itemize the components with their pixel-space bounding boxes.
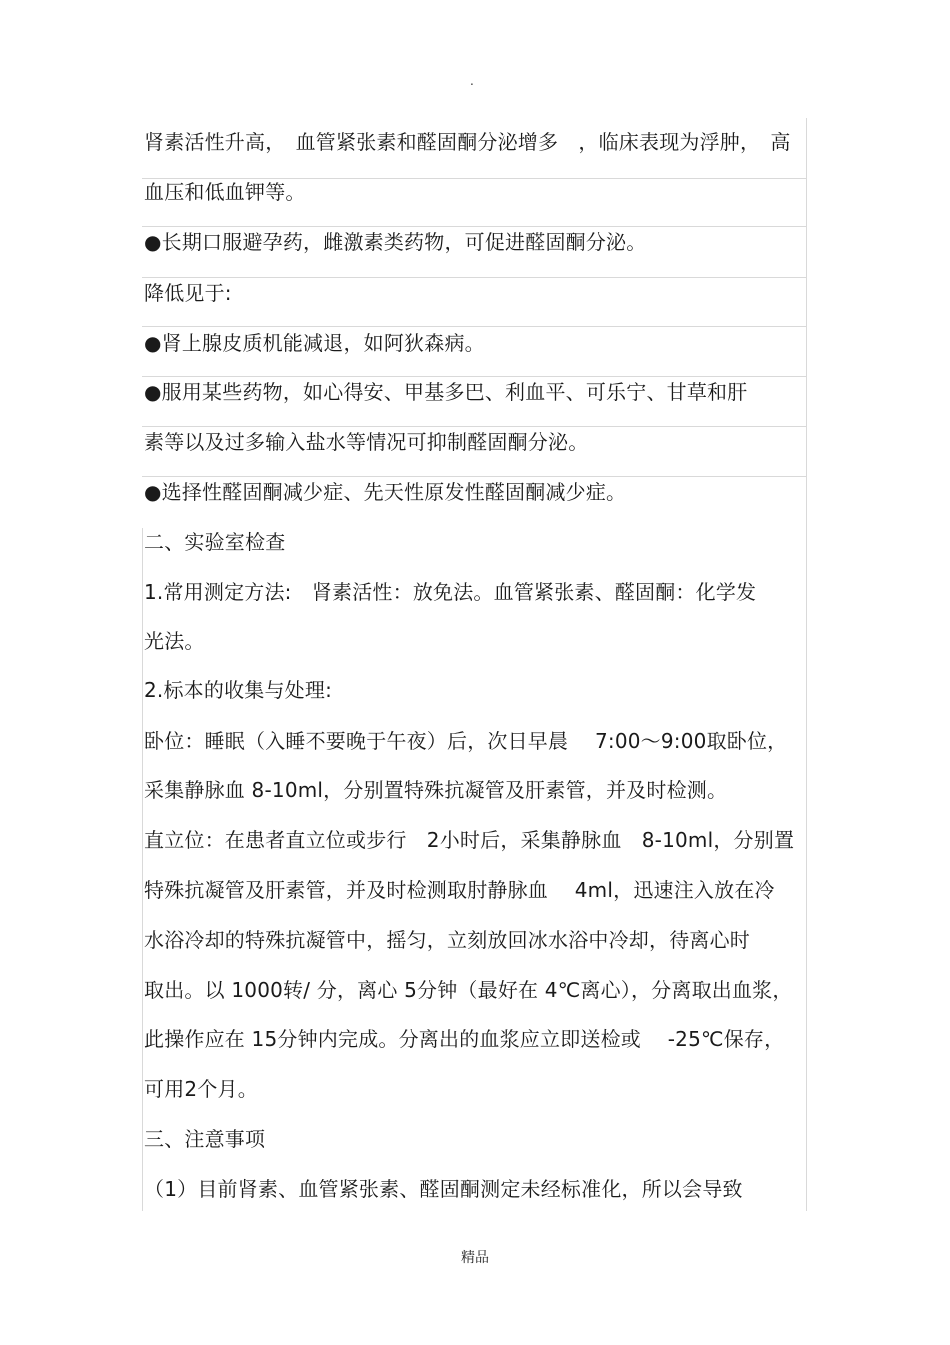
body-line-20: 可用2个月。 — [144, 1077, 258, 1101]
frame-rule-6 — [142, 426, 806, 427]
page-footer-label: 精品 — [461, 1250, 489, 1266]
frame-rule-2 — [142, 226, 806, 227]
body-line-1: 肾素活性升高， 血管紧张素和醛固酮分泌增多 ，临床表现为浮肿， 高 — [144, 130, 791, 154]
frame-rule-4 — [142, 326, 806, 327]
body-line-8: ●选择性醛固酮减少症、先天性原发性醛固酮减少症。 — [144, 480, 627, 504]
body-line-2: 血压和低血钾等。 — [144, 180, 306, 204]
body-line-3: ●长期口服避孕药，雌激素类药物，可促进醛固酮分泌。 — [144, 230, 647, 254]
body-line-18: 取出。以 1000转/ 分，离心 5分钟（最好在 4℃离心），分离取出血浆， — [144, 978, 793, 1002]
body-line-16: 特殊抗凝管及肝素管，并及时检测取肘静脉血 4ml，迅速注入放在冷 — [144, 878, 775, 902]
body-line-6: ●服用某些药物，如心得安、甲基多巴、利血平、可乐宁、甘草和肝 — [144, 380, 748, 404]
body-line-15: 直立位：在患者直立位或步行 2小时后，采集静脉血 8-10ml，分别置 — [144, 828, 795, 852]
page-marker-dot: . — [470, 74, 474, 88]
frame-rule-3 — [142, 277, 806, 278]
frame-rule-5 — [142, 376, 806, 377]
body-line-10: 1.常用测定方法: 肾素活性：放免法。血管紧张素、醛固酮：化学发 — [144, 580, 757, 604]
section-heading-lab-tests: 二、实验室检查 — [144, 530, 286, 554]
body-line-7: 素等以及过多输入盐水等情况可抑制醛固酮分泌。 — [144, 430, 589, 454]
frame-left-line — [142, 528, 143, 1211]
body-line-11: 光法。 — [144, 629, 205, 653]
frame-rule-7 — [142, 476, 806, 477]
body-line-19: 此操作应在 15分钟内完成。分离出的血浆应立即送检或 -25℃保存， — [144, 1027, 785, 1051]
body-line-17: 水浴冷却的特殊抗凝管中，摇匀，立刻放回冰水浴中冷却，待离心时 — [144, 928, 750, 952]
body-line-5: ●肾上腺皮质机能减退，如阿狄森病。 — [144, 331, 485, 355]
body-line-12: 2.标本的收集与处理: — [144, 678, 333, 702]
body-line-13: 卧位：睡眠（入睡不要晚于午夜）后，次日早晨 7:00～9:00取卧位， — [144, 729, 788, 753]
section-heading-notes: 三、注意事项 — [144, 1127, 266, 1151]
body-line-4: 降低见于: — [144, 281, 232, 305]
body-line-22: （1）目前肾素、血管紧张素、醛固酮测定未经标准化，所以会导致 — [144, 1177, 743, 1201]
body-line-14: 采集静脉血 8-10ml，分别置特殊抗凝管及肝素管，并及时检测。 — [144, 778, 728, 802]
